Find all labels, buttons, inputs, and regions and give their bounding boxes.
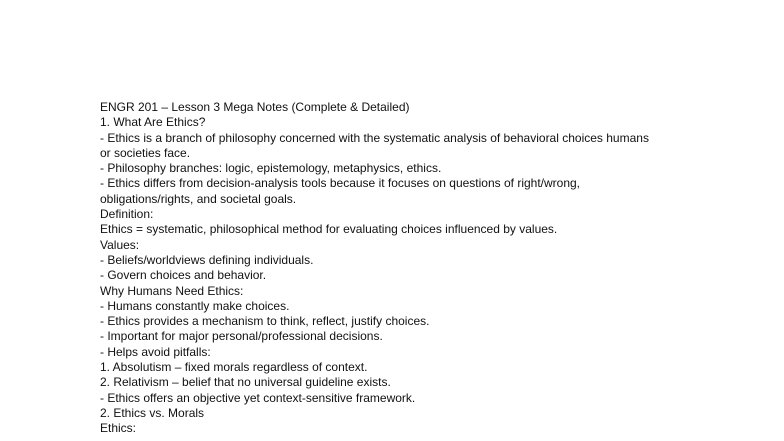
text-line: - Philosophy branches: logic, epistemology, metaphysics, ethics. (100, 161, 442, 176)
text-line: 1. Absolutism – fixed morals regardless of context. (100, 360, 368, 375)
subheading: Definition: (100, 207, 154, 222)
text-line: - Ethics differs from decision-analysis tools because it focuses on questions of right/wrong, (100, 176, 581, 191)
text-line: - Helps avoid pitfalls: (100, 344, 211, 359)
text-line: - Beliefs/worldviews defining individuals. (100, 252, 314, 267)
text-line: 2. Relativism – belief that no universal guideline exists. (100, 375, 391, 390)
section-heading: 1. What Are Ethics? (100, 115, 206, 130)
text-line: - Govern choices and behavior. (100, 268, 267, 283)
subheading: Why Humans Need Ethics: (100, 283, 244, 298)
text-line: obligations/rights, and societal goals. (100, 191, 297, 206)
document-body (100, 100, 700, 437)
text-line: - Ethics offers an objective yet context-sensitive framework. (100, 390, 416, 405)
subheading: Ethics: (100, 421, 137, 436)
subheading: Values: (100, 237, 140, 252)
text-line: - Ethics is a branch of philosophy concerned with the systematic analysis of behavioral choices humans (100, 130, 649, 145)
text-line: - Important for major personal/professional decisions. (100, 329, 383, 344)
text-line: - Humans constantly make choices. (100, 298, 290, 313)
text-line: Ethics = systematic, philosophical method for evaluating choices influenced by values. (100, 222, 558, 237)
document-title: ENGR 201 – Lesson 3 Mega Notes (Complete & Detailed) (100, 100, 410, 114)
text-line: - Ethics provides a mechanism to think, reflect, justify choices. (100, 314, 430, 329)
text-line: or societies face. (100, 145, 191, 160)
section-heading: 2. Ethics vs. Morals (100, 405, 205, 420)
